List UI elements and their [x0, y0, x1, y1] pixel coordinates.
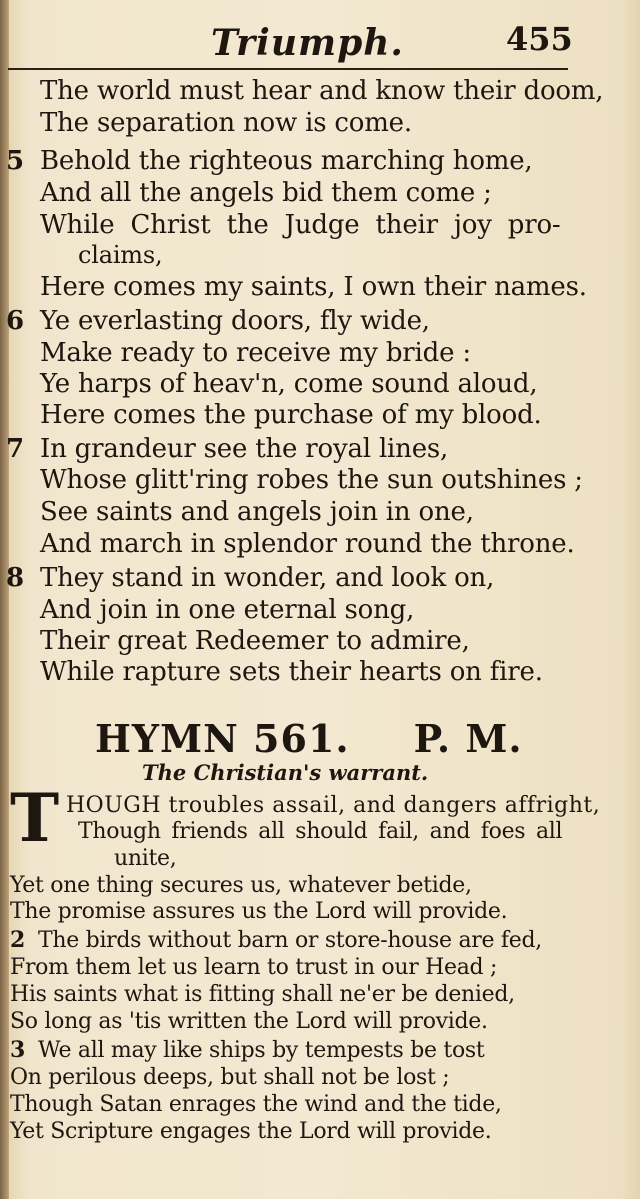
- verse-line: They stand in wonder, and look on,: [40, 563, 495, 593]
- verse-line: And march in splendor round the throne.: [40, 529, 575, 559]
- verse-line: The birds without barn or store-house are fed,: [38, 928, 542, 953]
- verse-line: The promise assures us the Lord will provide.: [10, 899, 508, 924]
- verse-line: And join in one eternal song,: [40, 595, 415, 625]
- drop-cap: T: [10, 779, 60, 857]
- verse-line: While Christ the Judge their joy pro-: [40, 210, 561, 240]
- page-gutter: [0, 0, 9, 1199]
- verse-line: HOUGH troubles assail, and dangers affright,: [66, 793, 601, 818]
- verse-line: We all may like ships by tempests be tost: [38, 1038, 485, 1063]
- verse-line: In grandeur see the royal lines,: [40, 434, 449, 464]
- verse-number: 6: [6, 306, 25, 336]
- hymn-number: HYMN 561.: [95, 716, 350, 761]
- verse-line: Their great Redeemer to admire,: [40, 626, 470, 656]
- verse-line: The separation now is come.: [40, 108, 412, 138]
- verse-line: See saints and angels join in one,: [40, 497, 474, 527]
- verse-line: Though friends all should fail, and foes all: [78, 819, 563, 844]
- verse-line: And all the angels bid them come ;: [40, 178, 492, 208]
- verse-line: The world must hear and know their doom,: [40, 76, 604, 106]
- verse-number: 2: [10, 927, 26, 953]
- verse-line: claims,: [78, 241, 163, 269]
- page-number: 455: [506, 20, 573, 58]
- verse-line: Make ready to receive my bride :: [40, 338, 471, 368]
- verse-number: 3: [10, 1037, 26, 1063]
- hymn-heading: [95, 716, 523, 761]
- verse-line: His saints what is fitting shall ne'er be denied,: [10, 982, 515, 1007]
- verse-line: Ye harps of heav'n, come sound aloud,: [40, 369, 538, 399]
- running-head-title: Triumph.: [211, 22, 404, 64]
- verse-line: Whose glitt'ring robes the sun outshines ;: [40, 465, 583, 495]
- verse-number: 5: [6, 146, 25, 176]
- verse-number: 7: [6, 434, 25, 464]
- hymn-meter: P. M.: [413, 716, 523, 761]
- header-rule: [8, 68, 568, 70]
- verse-line: Ye everlasting doors, fly wide,: [40, 306, 430, 336]
- verse-line: unite,: [114, 846, 177, 871]
- verse-line: So long as 'tis written the Lord will provide.: [10, 1009, 488, 1034]
- verse-number: 8: [6, 563, 25, 593]
- verse-line: While rapture sets their hearts on fire.: [40, 657, 543, 687]
- verse-line: On perilous deeps, but shall not be lost ;: [10, 1065, 450, 1090]
- hymn-subtitle: The Christian's warrant.: [142, 760, 429, 785]
- verse-line: Here comes the purchase of my blood.: [40, 400, 542, 430]
- verse-line: Yet one thing secures us, whatever betide,: [10, 873, 472, 898]
- verse-line: From them let us learn to trust in our Head ;: [10, 955, 498, 980]
- verse-line: Though Satan enrages the wind and the tide,: [10, 1092, 502, 1117]
- verse-line: Yet Scripture engages the Lord will provide.: [10, 1119, 492, 1144]
- verse-line: Behold the righteous marching home,: [40, 146, 533, 176]
- verse-line: Here comes my saints, I own their names.: [40, 272, 587, 302]
- running-head: [0, 16, 640, 66]
